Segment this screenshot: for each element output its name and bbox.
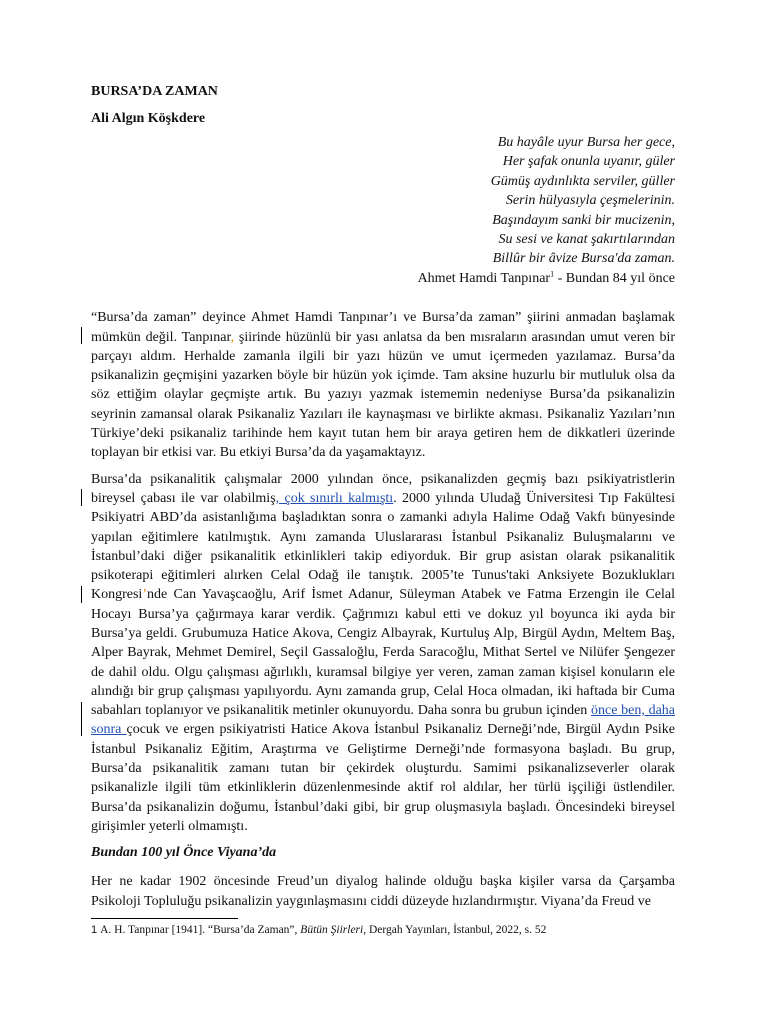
epigraph-poem <box>91 133 675 288</box>
poem-line: Su sesi ve kanat şakırtılarından <box>498 232 675 248</box>
text-run: Bursa’da psikanalitik çalışmalar 2000 yılından önce, psikanalizden geçmiş bazı psikiyatristlerin bireysel çabası ile var olabilmiş <box>91 471 675 506</box>
poem-line: Başındayım sanki bir mucizenin, <box>492 212 675 228</box>
tracked-change-link[interactable]: , çok sınırlı kalmıştı <box>275 490 394 506</box>
change-bar <box>81 586 82 603</box>
paragraph-intro <box>91 308 675 462</box>
poem-line: Gümüş aydınlıkta serviler, güller <box>490 173 675 189</box>
change-bar <box>81 489 82 506</box>
text-run: . 2000 yılında Uludağ Üniversitesi Tıp Fakültesi Psikiyatri ABD’da asistanlığıma başladıktan sonra o zamanki adıyla Halime Odağ Vakfı bünyesinde yapılan eğitimlere katılmıştık. Aynı zamanda Uluslararası İstanbul Psikanaliz Buluşmalarını ve İstanbul’daki diğer psikanalitik etkinlikleri takip ediyorduk. Bir grup asistan olarak psikanalitik psikoterapi eğitimleri alırken Celal Odağ ile tanıştık. 2005’te Tunus'taki Anksiyete Bozuklukları Kongresi <box>91 490 676 603</box>
footnote-number: 1 <box>91 924 98 936</box>
footnote-text: , Dergah Yayınları, İstanbul, 2022, s. 52 <box>363 924 547 936</box>
footnote <box>91 923 546 937</box>
section-heading: Bundan 100 yıl Önce Viyana’da <box>91 845 277 861</box>
revision-mark: , <box>230 329 235 345</box>
change-bar <box>81 327 82 344</box>
attribution-suffix: - Bundan 84 yıl önce <box>554 270 675 286</box>
document-page <box>91 82 675 918</box>
footnote-separator <box>91 918 238 919</box>
poem-line: Serin hülyasıyla çeşmelerinin. <box>505 193 675 209</box>
poem-line: Bu hayâle uyur Bursa her gece, <box>497 135 675 150</box>
attribution-name: Ahmet Hamdi Tanpınar <box>417 270 551 286</box>
change-bar <box>81 702 82 736</box>
revision-mark: ’ <box>142 587 147 603</box>
poem-line: Her şafak onunla uyanır, güler <box>502 154 675 170</box>
paragraph-history <box>91 470 675 837</box>
paragraph-vienna: Her ne kadar 1902 öncesinde Freud’un diyalog halinde olduğu başka kişiler varsa da Çarşamba Psikoloji Topluluğu psikanalizin yaygınlaşmasını ciddi düzeyde hızlandırmıştır. Viyana’da Freud ve <box>91 874 675 909</box>
text-run: çocuk ve ergen psikiyatristi Hatice Akova İstanbul Psikanaliz Derneği’nde, Birgül Aydın Psike İstanbul Psikanaliz Eğitim, Araştırma ve Geliştirme Derneği’nde formasyona başladı. Bu grup, Bursa’da psikanalitik zamanı tutan bir çekirdek oluşturdu. Samimi psikanalizseverler olarak psikanalizle ilgili tüm etkinliklerin düzenlenmesinde aktif rol aldılar, her türlü işçiliği üstlendiler. Bursa’da psikanalizin doğumu, İstanbul’daki gibi, bir grup oluşmasıyla başladı. Öncesindeki bireysel girişimler yeterli olmamıştı. <box>91 722 675 834</box>
text-run: “Bursa’da zaman” deyince Ahmet Hamdi Tanpınar’ı ve Bursa’da zaman” şiirini anmadan başlamak mümkün değil. Tanpınar <box>91 310 675 345</box>
document-title: BURSA’DA ZAMAN <box>91 84 218 99</box>
tracked-change-link[interactable]: önce ben, daha sonra <box>91 703 675 738</box>
text-run: nde Can Yavaşcaoğlu, Arif İsmet Adanur, Süleyman Atabek ve Fatma Erzengin ile Celal Hocayı Bursa’ya çağırmaya karar verdik. Çağrımızı kabul etti ve dokuz yıl boyunca iki ayda bir Bursa’ya geldi. Grubumuza Hatice Akova, Cengiz Albayrak, Kurtuluş Alp, Birgül Aydın, Meltem Baş, Alper Bayrak, Mehmet Demirel, Seçil Gassaloğlu, Ferda Saracoğlu, Mithat Sertel ve Nilüfer Şengezer de dahil oldu. Olgu çalışması ağırlıklı, kuramsal bilgiye yer veren, zaman zaman kişisel konuların ele alındığı bir grup çalışması yapılıyordu. Aynı zamanda grup, Celal Hoca olmadan, iki haftada bir Cuma sabahları toplanıyor ve psikanalitik metinler okunuyordu. Daha sonra bu grubun içinden <box>91 587 675 719</box>
footnote-book-title: Bütün Şiirleri <box>300 924 364 936</box>
text-run: şiirinde hüzünlü bir yası anlatsa da ben mısraların arasından umut veren bir parçayı aldım. Herhalde zamanla ilgili bir yazı hüzün ve umut içermeden yazılamaz. Bursa’da psikanalizin geçmişini yazarken böyle bir hüzün yok içimde. Tam aksine huzurlu bir mutluluk olsa da söz ettiğim olaylar geçmişte artık. Bu yazıyı yazmak istememin nedeniyse Bursa’da psikanalizin seyrinin zamansal olarak Psikanaliz Yazıları ile kaynaşması ve birlikte akması. Psikanaliz Yazıları’nın Türkiye’deki psikanaliz tarihinde hem kayıt tutan hem bir araya getiren hem de dikkatleri üzerinde toplayan bir etkisi var. Bu etkiyi Bursa’da da yaşamaktayız. <box>91 329 675 461</box>
author-name: Ali Algın Köşkdere <box>91 111 206 126</box>
poem-attribution <box>91 269 675 288</box>
poem-line: Billûr bir âvize Bursa'da zaman. <box>492 251 675 267</box>
footnote-text: A. H. Tanpınar [1941]. “Bursa’da Zaman”, <box>100 924 301 936</box>
footnote-ref[interactable]: 1 <box>550 269 555 279</box>
